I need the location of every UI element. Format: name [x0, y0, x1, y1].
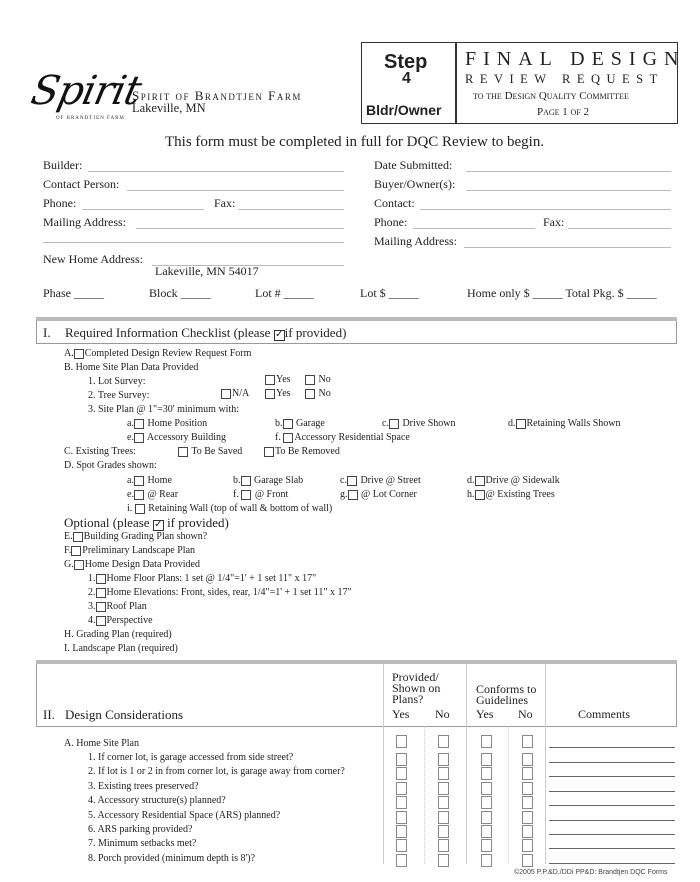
comments-field[interactable]: [549, 820, 675, 821]
d-a[interactable]: a. Home: [127, 475, 172, 486]
checkbox[interactable]: [438, 811, 449, 824]
col-provided-no: No: [435, 707, 450, 721]
col-provided-yes: Yes: [392, 707, 410, 721]
checkbox[interactable]: [481, 839, 492, 852]
item-F[interactable]: F. Preliminary Landscape Plan: [64, 545, 196, 556]
col-divider: [424, 726, 425, 864]
checkbox[interactable]: [134, 419, 144, 429]
date-submitted-field[interactable]: [466, 171, 671, 172]
item-H: H. Grading Plan (required): [64, 629, 172, 640]
col-divider: [383, 664, 384, 864]
consideration-item: 1. If corner lot, is garage accessed from side street?: [88, 752, 294, 763]
checkbox[interactable]: [134, 476, 144, 486]
comments-field[interactable]: [549, 863, 675, 864]
logo-subtext: OF BRANDTJEN FARM: [56, 116, 125, 121]
title-final-design: FINAL DESIGN: [465, 48, 686, 70]
checkbox[interactable]: [438, 854, 449, 867]
comments-field[interactable]: [549, 834, 675, 835]
phone-label: Phone:: [43, 196, 77, 210]
checkbox[interactable]: [481, 782, 492, 795]
item-B1: 1. Lot Survey:: [88, 376, 146, 387]
checkbox[interactable]: [438, 735, 449, 748]
checkbox[interactable]: [221, 389, 231, 399]
title-committee: to the Design Quality Committee: [473, 90, 629, 102]
consideration-item: 6. ARS parking provided?: [88, 824, 193, 835]
checkbox[interactable]: [438, 839, 449, 852]
check-icon: ✓: [274, 329, 284, 340]
checkbox[interactable]: [522, 753, 533, 766]
home-price-field[interactable]: Home only $ _____ Total Pkg. $ _____: [467, 286, 657, 300]
checkbox[interactable]: [522, 839, 533, 852]
date-submitted-label: Date Submitted:: [374, 158, 453, 172]
checkbox[interactable]: [265, 375, 275, 385]
checkbox[interactable]: [475, 476, 485, 486]
contact-label: Contact:: [374, 196, 415, 210]
item-G3[interactable]: 3. Roof Plan: [88, 601, 147, 612]
checkbox[interactable]: [481, 735, 492, 748]
consideration-item: 8. Porch provided (minimum depth is 8')?: [88, 852, 256, 864]
item-B3: 3. Site Plan @ 1"=30' minimum with:: [88, 404, 240, 415]
title-review-request: REVIEW REQUEST: [465, 72, 664, 86]
checkbox[interactable]: [522, 796, 533, 809]
checkbox[interactable]: [135, 504, 145, 514]
section1-title-text: Required Information Checklist (please: [65, 325, 271, 340]
section2-title: Design Considerations: [65, 707, 184, 722]
checkbox[interactable]: [265, 389, 275, 399]
item-E[interactable]: E. Building Grading Plan shown?: [64, 531, 208, 542]
d-e[interactable]: e. @ Rear: [127, 489, 179, 500]
checkbox[interactable]: [481, 825, 492, 838]
comments-field[interactable]: [549, 791, 675, 792]
step-role: Bldr/Owner: [366, 102, 442, 118]
buyer-mailing-address-field[interactable]: [464, 247, 671, 248]
checkbox[interactable]: [481, 796, 492, 809]
spirit-logo: [27, 68, 145, 126]
instruction: This form must be completed in full for DQC Review to begin.: [165, 134, 545, 150]
checkbox[interactable]: [522, 811, 533, 824]
org-city: Lakeville, MN: [132, 101, 206, 115]
contact-person-label: Contact Person:: [43, 177, 120, 191]
buyer-phone-field[interactable]: [413, 228, 535, 229]
checkbox[interactable]: [74, 349, 84, 359]
checkbox[interactable]: [396, 796, 407, 809]
item-B2: 2. Tree Survey:: [88, 390, 150, 401]
builder-label: Builder:: [43, 158, 83, 172]
consideration-item: 3. Existing trees preserved?: [88, 780, 199, 792]
b3-a[interactable]: a. Home Position: [127, 418, 208, 429]
col-provided: Provided/ Shown on Plans?: [392, 670, 441, 706]
section2-number: II.: [43, 707, 55, 722]
checkbox[interactable]: [348, 490, 358, 500]
comments-field[interactable]: [549, 848, 675, 849]
consideration-item: 5. Accessory Residential Space (ARS) planned?: [88, 809, 281, 821]
checkbox[interactable]: [305, 375, 315, 385]
item-G[interactable]: G. Home Design Data Provided: [64, 559, 200, 570]
checkbox[interactable]: [134, 490, 144, 500]
checkbox[interactable]: [389, 419, 399, 429]
logo-script: Spirit: [27, 68, 145, 114]
d-f[interactable]: f. @ Front: [233, 489, 289, 500]
b3-d[interactable]: d. Retaining Walls Shown: [508, 418, 621, 429]
checkbox[interactable]: [96, 616, 106, 626]
checkbox[interactable]: [522, 782, 533, 795]
checkbox[interactable]: [241, 490, 251, 500]
checkbox[interactable]: [481, 811, 492, 824]
checkbox[interactable]: [522, 854, 533, 867]
lot-price-field[interactable]: Lot $ _____: [360, 286, 419, 300]
new-home-address-label: New Home Address:: [43, 252, 143, 266]
checkbox[interactable]: [522, 767, 533, 780]
b3-f[interactable]: f. Accessory Residential Space: [275, 432, 410, 443]
new-home-city: Lakeville, MN 54017: [155, 264, 259, 278]
mailing-address-field[interactable]: [136, 228, 344, 229]
d-b[interactable]: b. Garage Slab: [233, 475, 304, 486]
d-c[interactable]: c. Drive @ Street: [340, 475, 421, 486]
section1-number: I.: [43, 325, 51, 340]
step-box: [361, 42, 456, 124]
comments-field[interactable]: [549, 747, 675, 748]
checkbox[interactable]: [283, 433, 293, 443]
consideration-item: 7. Minimum setbacks met?: [88, 838, 197, 850]
checkbox[interactable]: [516, 419, 526, 429]
mailing-address-label: Mailing Address:: [43, 215, 126, 229]
org-name: Spirit of Brandtjen Farm: [132, 88, 302, 103]
builder-field[interactable]: [88, 171, 344, 172]
b3-c[interactable]: c. Drive Shown: [382, 418, 456, 429]
checkbox[interactable]: [438, 825, 449, 838]
b3-e[interactable]: e. Accessory Building: [127, 432, 227, 443]
buyer-owner-label: Buyer/Owner(s):: [374, 177, 456, 191]
c-remove[interactable]: To Be Removed: [264, 446, 340, 457]
checkbox[interactable]: [438, 767, 449, 780]
item-G2[interactable]: 2. Home Elevations: Front, sides, rear, 1/4"=1' + 1 set 11" x 17": [88, 587, 352, 598]
fax-label: Fax:: [214, 196, 236, 210]
checkbox[interactable]: [71, 546, 81, 556]
d-h[interactable]: h. @ Existing Trees: [467, 489, 555, 500]
checkbox[interactable]: [481, 753, 492, 766]
b2-na[interactable]: N/A: [221, 388, 249, 399]
step-label: Step: [384, 51, 428, 73]
optional-heading: Optional (please ✓ if provided): [64, 515, 229, 530]
checkbox[interactable]: [396, 767, 407, 780]
checkbox[interactable]: [178, 447, 188, 457]
comments-field[interactable]: [549, 776, 675, 777]
buyer-phone-label: Phone:: [374, 215, 408, 229]
item-A[interactable]: A. Completed Design Review Request Form: [64, 348, 252, 359]
checkbox[interactable]: [396, 782, 407, 795]
checkbox[interactable]: [438, 753, 449, 766]
checkbox[interactable]: [96, 602, 106, 612]
col-conforms-yes: Yes: [476, 707, 494, 721]
item-B: B. Home Site Plan Data Provided: [64, 362, 199, 373]
col-divider: [508, 726, 509, 864]
item-D: D. Spot Grades shown:: [64, 460, 157, 471]
section2-A: A. Home Site Plan: [64, 738, 139, 749]
check-icon: ✓: [154, 519, 163, 530]
checkbox[interactable]: [283, 419, 293, 429]
block-field[interactable]: Block _____: [149, 286, 211, 300]
checkbox[interactable]: [264, 447, 274, 457]
checkbox[interactable]: [396, 753, 407, 766]
contact-person-field[interactable]: [127, 190, 344, 191]
checkbox[interactable]: [396, 825, 407, 838]
fax-field[interactable]: [238, 209, 344, 210]
checkbox[interactable]: [241, 476, 251, 486]
checkbox[interactable]: [347, 476, 357, 486]
checkbox[interactable]: [396, 839, 407, 852]
checkbox[interactable]: [438, 796, 449, 809]
buyer-fax-field[interactable]: [568, 228, 671, 229]
footer: ©2005 P.P.&D./DDi PP&D: Brandtjen DQC Forms: [514, 869, 668, 876]
title-page: Page 1 of 2: [537, 106, 590, 118]
checkbox[interactable]: [475, 490, 485, 500]
b2-yes[interactable]: Yes: [265, 388, 291, 399]
b1-no[interactable]: No: [305, 374, 331, 385]
phone-field[interactable]: [82, 209, 204, 210]
checkbox[interactable]: [96, 574, 106, 584]
checkbox[interactable]: [134, 433, 144, 443]
checkbox[interactable]: [73, 532, 83, 542]
buyer-mailing-address-label: Mailing Address:: [374, 234, 457, 248]
contact-field[interactable]: [420, 209, 671, 210]
section1-title: [65, 325, 346, 341]
consideration-item: 2. If lot is 1 or 2 in from corner lot, is garage away from corner?: [88, 766, 345, 778]
d-g[interactable]: g. @ Lot Corner: [340, 489, 417, 500]
checkbox[interactable]: [96, 588, 106, 598]
checkbox[interactable]: [481, 767, 492, 780]
col-conforms: Conforms to Guidelines: [476, 682, 537, 707]
item-I: I. Landscape Plan (required): [64, 643, 178, 654]
c-save[interactable]: To Be Saved: [178, 446, 242, 457]
col-comments: Comments: [578, 707, 631, 721]
col-divider: [545, 664, 546, 864]
item-C: C. Existing Trees:: [64, 446, 136, 457]
checkbox[interactable]: [396, 735, 407, 748]
b1-yes[interactable]: Yes: [265, 374, 291, 385]
checkbox[interactable]: [481, 854, 492, 867]
item-G1[interactable]: 1. Home Floor Plans: 1 set @ 1/4"=1' + 1 set 11" x 17": [88, 573, 317, 584]
mailing-address-field-2[interactable]: [43, 242, 344, 243]
checkbox[interactable]: [522, 735, 533, 748]
buyer-fax-label: Fax:: [543, 215, 565, 229]
step-number: 4: [402, 70, 411, 87]
d-d[interactable]: d. Drive @ Sidewalk: [467, 475, 560, 486]
item-G4[interactable]: 4. Perspective: [88, 615, 153, 626]
b2-no[interactable]: No: [305, 388, 331, 399]
consideration-item: 4. Accessory structure(s) planned?: [88, 795, 226, 807]
checkbox[interactable]: [305, 389, 315, 399]
comments-field[interactable]: [549, 805, 675, 806]
checkbox[interactable]: [396, 854, 407, 867]
lot-number-field[interactable]: Lot # _____: [255, 286, 314, 300]
section1-title-end: if provided): [284, 325, 347, 340]
b3-b[interactable]: b. Garage: [275, 418, 325, 429]
col-divider: [466, 664, 467, 864]
buyer-owner-field[interactable]: [466, 190, 671, 191]
checkbox[interactable]: [74, 560, 84, 570]
d-i[interactable]: i. Retaining Wall (top of wall & bottom of wall): [127, 503, 333, 514]
col-conforms-no: No: [518, 707, 533, 721]
title-box: [456, 42, 686, 124]
checkbox[interactable]: [438, 782, 449, 795]
comments-field[interactable]: [549, 762, 675, 763]
phase-field[interactable]: Phase _____: [43, 286, 104, 300]
checkbox[interactable]: [522, 825, 533, 838]
checkbox[interactable]: [396, 811, 407, 824]
